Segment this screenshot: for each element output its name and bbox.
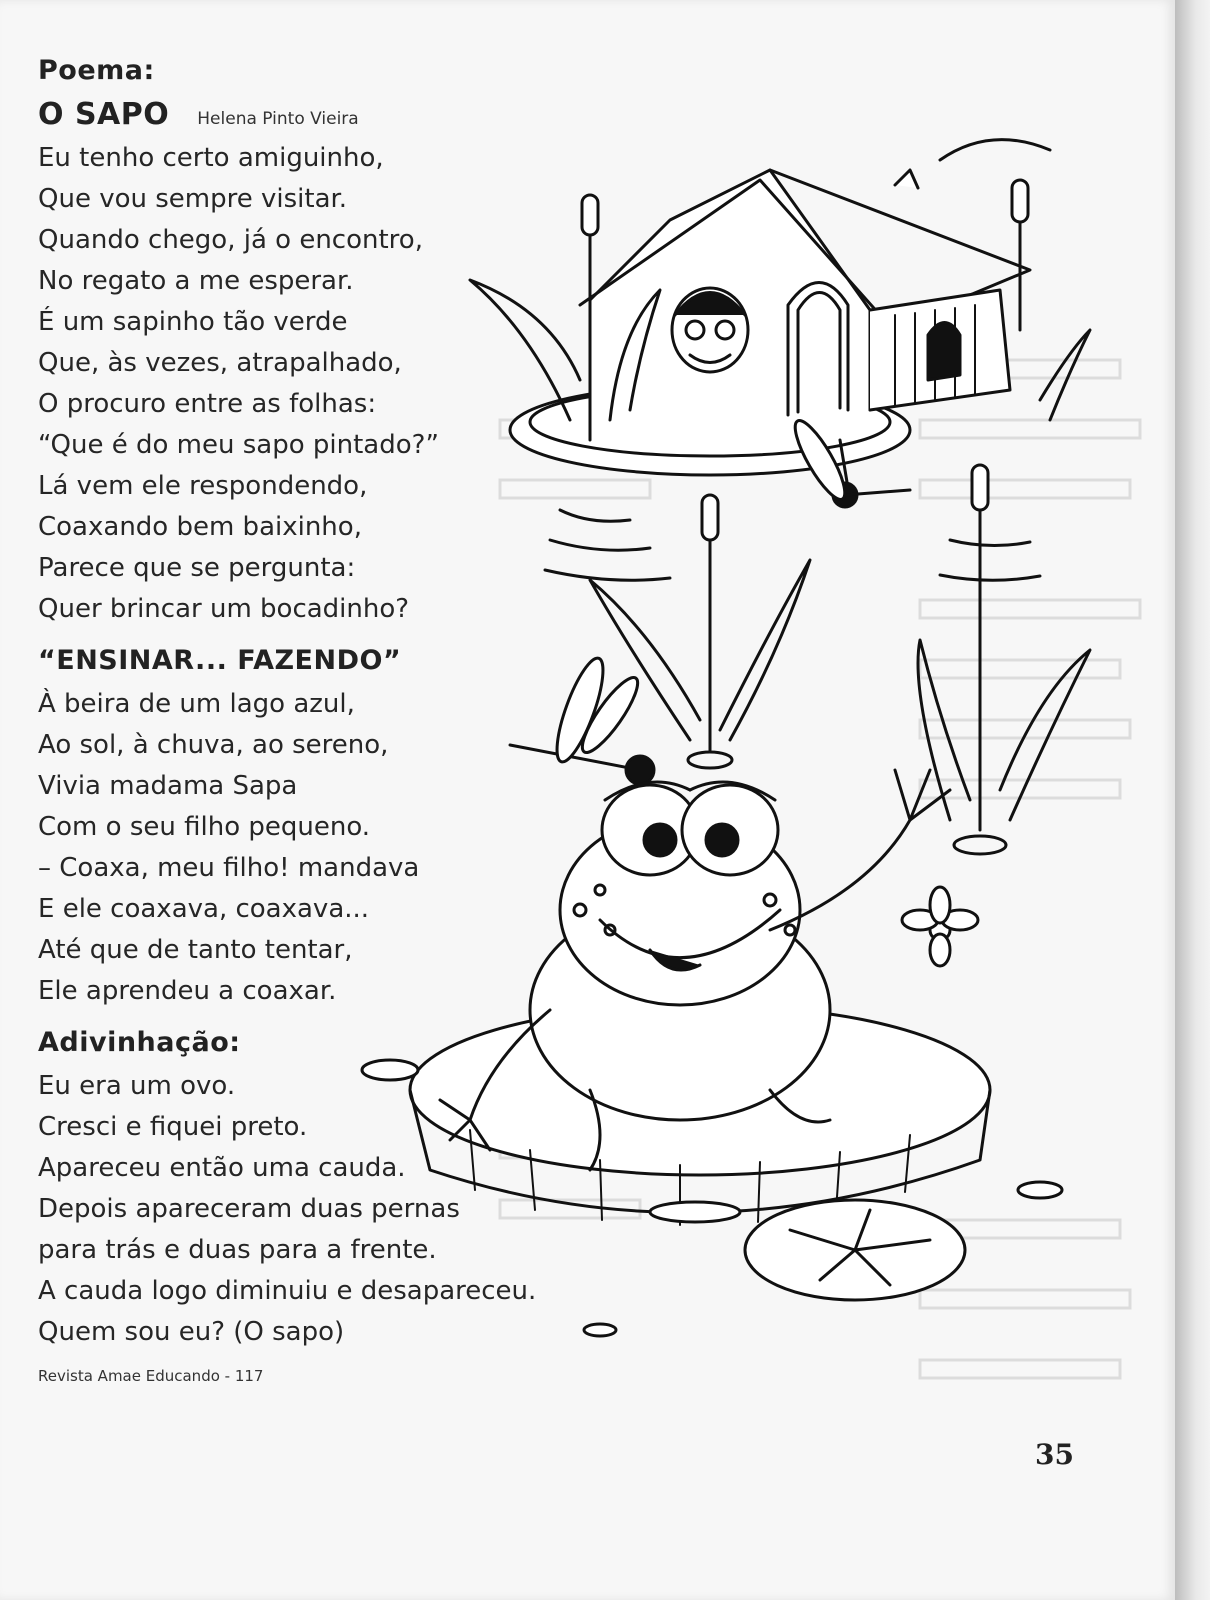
poem-line: Lá vem ele respondendo, [38, 471, 368, 501]
poem-line: Vivia madama Sapa [38, 771, 298, 801]
dragonfly-icon [510, 654, 654, 784]
riddle-line: Depois apareceram duas pernas [38, 1194, 460, 1224]
poem-line: Quer brincar um bocadinho? [38, 594, 410, 624]
riddle-title: Adivinhação: [38, 1027, 241, 1058]
poem-line: Eu tenho certo amiguinho, [38, 143, 384, 173]
poem-line: À beira de um lago azul, [38, 689, 355, 719]
house-icon [580, 140, 1050, 420]
source-citation: Revista Amae Educando - 117 [38, 1367, 264, 1385]
poem-title-row [38, 96, 598, 134]
poem-line: Coaxando bem baixinho, [38, 512, 362, 542]
second-poem-title: “ENSINAR... FAZENDO” [38, 645, 402, 676]
frog-pond-illustration [350, 130, 1110, 1360]
riddle-line: para trás e duas para a frente. [38, 1235, 437, 1265]
poem-line: Ele aprendeu a coaxar. [38, 976, 337, 1006]
riddle-line: Cresci e fiquei preto. [38, 1112, 308, 1142]
poem-title: O SAPO [38, 97, 170, 132]
riddle-line: Quem sou eu? (O sapo) [38, 1317, 345, 1347]
poem-line: Quando chego, já o encontro, [38, 225, 423, 255]
poem-line: Parece que se pergunta: [38, 553, 356, 583]
poem-line: Até que de tanto tentar, [38, 935, 353, 965]
poem-line: É um sapinho tão verde [38, 307, 348, 337]
poem-line: Que vou sempre visitar. [38, 184, 348, 214]
riddle-line: Eu era um ovo. [38, 1071, 236, 1101]
poem-line: “Que é do meu sapo pintado?” [38, 430, 439, 460]
page-number: 35 [1035, 1438, 1074, 1471]
poem-line: No regato a me esperar. [38, 266, 354, 296]
page-edge-shadow [1175, 0, 1210, 1600]
poem-line: Ao sol, à chuva, ao sereno, [38, 730, 389, 760]
poem-label: Poema: [38, 55, 155, 86]
riddle-line: Apareceu então uma cauda. [38, 1153, 406, 1183]
poem-line: – Coaxa, meu filho! mandava [38, 853, 420, 883]
poem-author: Helena Pinto Vieira [197, 109, 359, 129]
poem-line: Com o seu filho pequeno. [38, 812, 371, 842]
water-ripple-icon [545, 510, 1040, 580]
riddle-line: A cauda logo diminuiu e desapareceu. [38, 1276, 537, 1306]
poem-line: E ele coaxava, coaxava... [38, 894, 370, 924]
poem-line: O procuro entre as folhas: [38, 389, 377, 419]
flower-icon [902, 887, 978, 966]
poem-line: Que, às vezes, atrapalhado, [38, 348, 402, 378]
